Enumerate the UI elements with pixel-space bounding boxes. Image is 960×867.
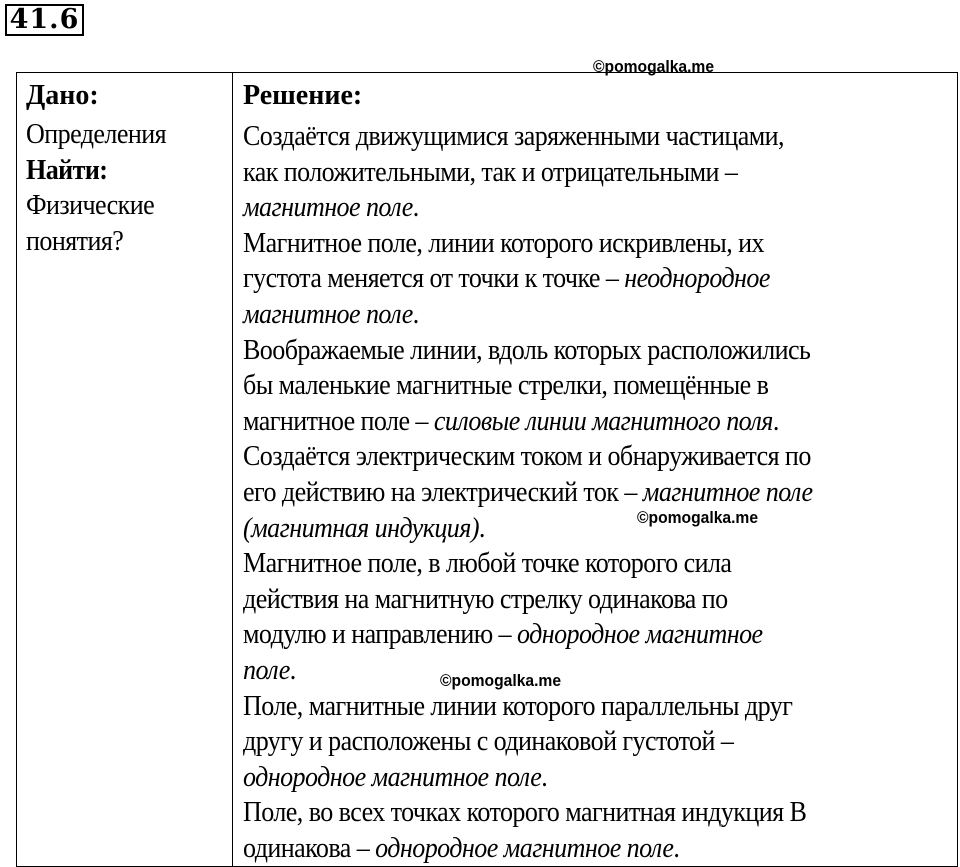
definition-text: Магнитное поле, линии которого искривлены, их <box>243 227 764 259</box>
find-line: Физические <box>26 190 155 222</box>
solution-line <box>243 724 954 760</box>
solution-line <box>243 795 954 831</box>
term-italic: магнитное поле <box>243 192 413 224</box>
term-italic: силовые линии магнитного поля <box>433 405 773 437</box>
given-solution-table <box>16 72 958 867</box>
solution-line <box>243 297 954 333</box>
definition-text: Поле, магнитные линии которого параллельны друг <box>243 690 793 722</box>
given-column <box>17 73 233 867</box>
solution-line <box>243 617 954 653</box>
definition-text: как положительными, так и отрицательными – <box>243 156 738 188</box>
term-italic: однородное магнитное <box>516 619 763 651</box>
line-tail: . <box>478 512 485 544</box>
solution-text <box>243 119 954 866</box>
solution-line <box>243 689 954 725</box>
solution-line <box>243 333 954 369</box>
solution-line <box>243 760 954 796</box>
find-line: понятия? <box>26 225 124 257</box>
definition-text: его действию на электрический ток – <box>243 476 643 508</box>
solution-line <box>243 439 954 475</box>
definition-text: одинакова – <box>243 832 376 864</box>
definition-text: другу и расположены с одинаковой густотой – <box>243 726 734 758</box>
term-italic: магнитное поле <box>243 298 413 330</box>
solution-line <box>243 508 954 547</box>
definition-text: действия на магнитную стрелку одинакова по <box>243 583 728 615</box>
solution-line <box>243 190 954 226</box>
given-value: Определения <box>26 119 167 150</box>
solution-line <box>243 831 954 867</box>
watermark: ©pomogalka.me <box>593 57 715 76</box>
solution-line <box>243 368 954 404</box>
solution-line <box>243 475 954 511</box>
definition-text: Магнитное поле, в любой точке которого сила <box>243 548 732 580</box>
definition-text: Создаётся электрическим током и обнаруживается по <box>243 441 811 473</box>
solution-line <box>243 155 954 191</box>
given-heading: Дано: <box>26 80 99 111</box>
solution-line <box>243 119 954 155</box>
given-value-block <box>26 117 237 259</box>
solution-line <box>243 653 954 689</box>
watermark: ©pomogalka.me <box>440 671 562 690</box>
term-italic: поле <box>243 654 290 686</box>
term-italic: неоднородное <box>624 263 770 295</box>
term-italic: магнитное поле <box>642 476 813 508</box>
definition-text: Создаётся движущимися заряженными частицами, <box>243 121 784 152</box>
solution-line <box>243 546 954 582</box>
task-number-box: 41.6 <box>5 4 84 36</box>
line-tail: . <box>412 192 419 224</box>
term-italic: однородное магнитное поле <box>243 761 542 793</box>
definition-text: Поле, во всех точках которого магнитная индукция B <box>243 797 807 829</box>
solution-heading: Решение: <box>243 80 363 111</box>
line-tail: . <box>412 298 419 330</box>
solution-line <box>243 261 954 297</box>
line-tail: . <box>772 405 779 437</box>
term-italic: (магнитная индукция) <box>243 512 479 544</box>
line-tail: . <box>673 832 680 864</box>
definition-text: бы маленькие магнитные стрелки, помещённые в <box>243 370 769 402</box>
solution-line <box>243 226 954 262</box>
definition-text: густота меняется от точки к точке – <box>243 263 625 295</box>
watermark: ©pomogalka.me <box>637 508 759 527</box>
find-heading: Найти: <box>26 154 108 186</box>
solution-line <box>243 404 954 440</box>
solution-column <box>233 73 958 867</box>
term-italic: однородное магнитное поле <box>375 832 674 864</box>
definition-text: магнитное поле – <box>243 405 434 437</box>
line-tail: . <box>541 761 548 793</box>
definition-text: модулю и направлению – <box>243 619 517 651</box>
solution-line <box>243 582 954 618</box>
line-tail: . <box>289 654 296 686</box>
definition-text: Воображаемые линии, вдоль которых расположились <box>243 334 811 366</box>
